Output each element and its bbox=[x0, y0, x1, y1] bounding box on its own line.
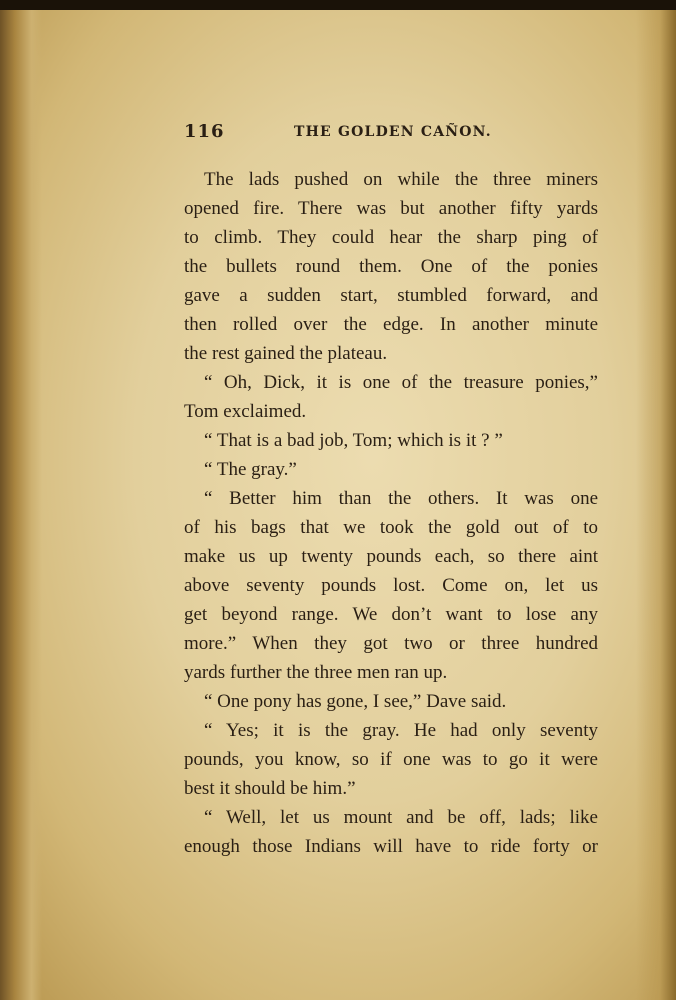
running-head: THE GOLDEN CAÑON. bbox=[294, 124, 492, 140]
page-number: 116 bbox=[184, 121, 225, 142]
page-header bbox=[184, 121, 604, 149]
text-line: “ The gray.” bbox=[204, 459, 297, 480]
text-line: “ Better him than the others. It was one bbox=[204, 488, 598, 509]
text-line: get beyond range. We don’t want to lose any bbox=[184, 604, 598, 625]
text-line: the bullets round them. One of the ponies bbox=[184, 256, 598, 277]
text-line: “ Well, let us mount and be off, lads; like bbox=[204, 807, 598, 828]
text-line: The lads pushed on while the three miners bbox=[204, 169, 598, 190]
text-line: “ Yes; it is the gray. He had only seventy bbox=[204, 720, 598, 741]
text-line: “ One pony has gone, I see,” Dave said. bbox=[204, 691, 507, 712]
text-line: above seventy pounds lost. Come on, let us bbox=[184, 575, 598, 596]
text-line: make us up twenty pounds each, so there aint bbox=[184, 546, 598, 567]
text-line: opened fire. There was but another fifty yards bbox=[184, 198, 598, 219]
text-line: then rolled over the edge. In another minute bbox=[184, 314, 598, 335]
text-line: Tom exclaimed. bbox=[184, 401, 307, 422]
text-line: best it should be him.” bbox=[184, 778, 356, 799]
text-line: pounds, you know, so if one was to go it were bbox=[184, 749, 598, 770]
text-line: “ That is a bad job, Tom; which is it ? ” bbox=[204, 430, 503, 451]
book-page bbox=[0, 10, 676, 1000]
text-line: enough those Indians will have to ride forty or bbox=[184, 836, 598, 857]
text-line: more.” When they got two or three hundred bbox=[184, 633, 598, 654]
text-line: of his bags that we took the gold out of to bbox=[184, 517, 598, 538]
body-text bbox=[184, 165, 598, 861]
text-line: gave a sudden start, stumbled forward, and bbox=[184, 285, 598, 306]
text-line: yards further the three men ran up. bbox=[184, 662, 448, 683]
text-line: “ Oh, Dick, it is one of the treasure ponies,” bbox=[204, 372, 598, 393]
text-line: the rest gained the plateau. bbox=[184, 343, 388, 364]
text-line: to climb. They could hear the sharp ping of bbox=[184, 227, 598, 248]
